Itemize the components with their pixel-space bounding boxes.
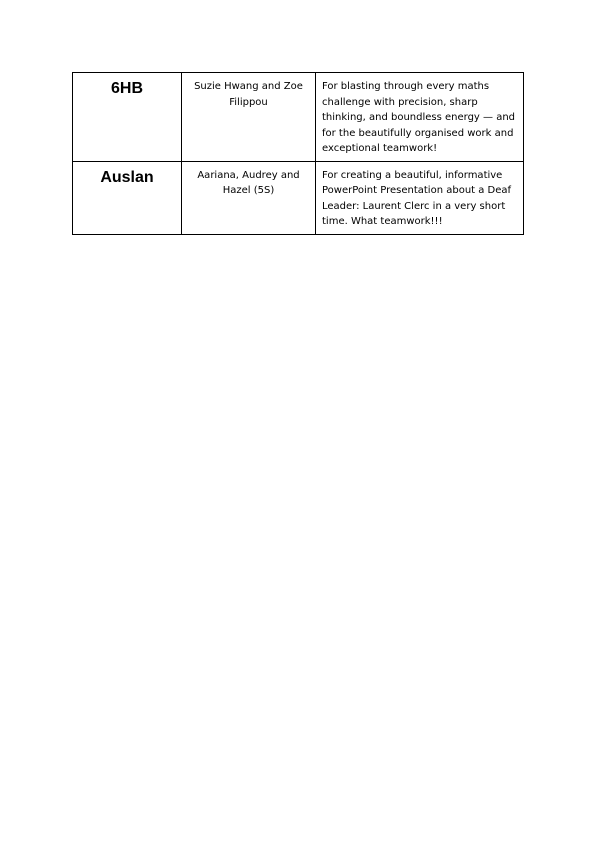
class-name-cell: Auslan xyxy=(73,161,182,234)
award-reason-cell: For blasting through every maths challenge with precision, sharp thinking, and boundless energy — and for the beautifully organised work and exceptional teamwork! xyxy=(316,73,524,162)
student-names-cell: Suzie Hwang and Zoe Filippou xyxy=(182,73,316,162)
table-row xyxy=(73,161,524,234)
award-reason-cell: For creating a beautiful, informative PowerPoint Presentation about a Deaf Leader: Laurent Clerc in a very short time. What teamwork!!! xyxy=(316,161,524,234)
table-row xyxy=(73,73,524,162)
class-name-cell: 6HB xyxy=(73,73,182,162)
student-names-cell: Aariana, Audrey and Hazel (5S) xyxy=(182,161,316,234)
awards-table xyxy=(72,72,524,235)
